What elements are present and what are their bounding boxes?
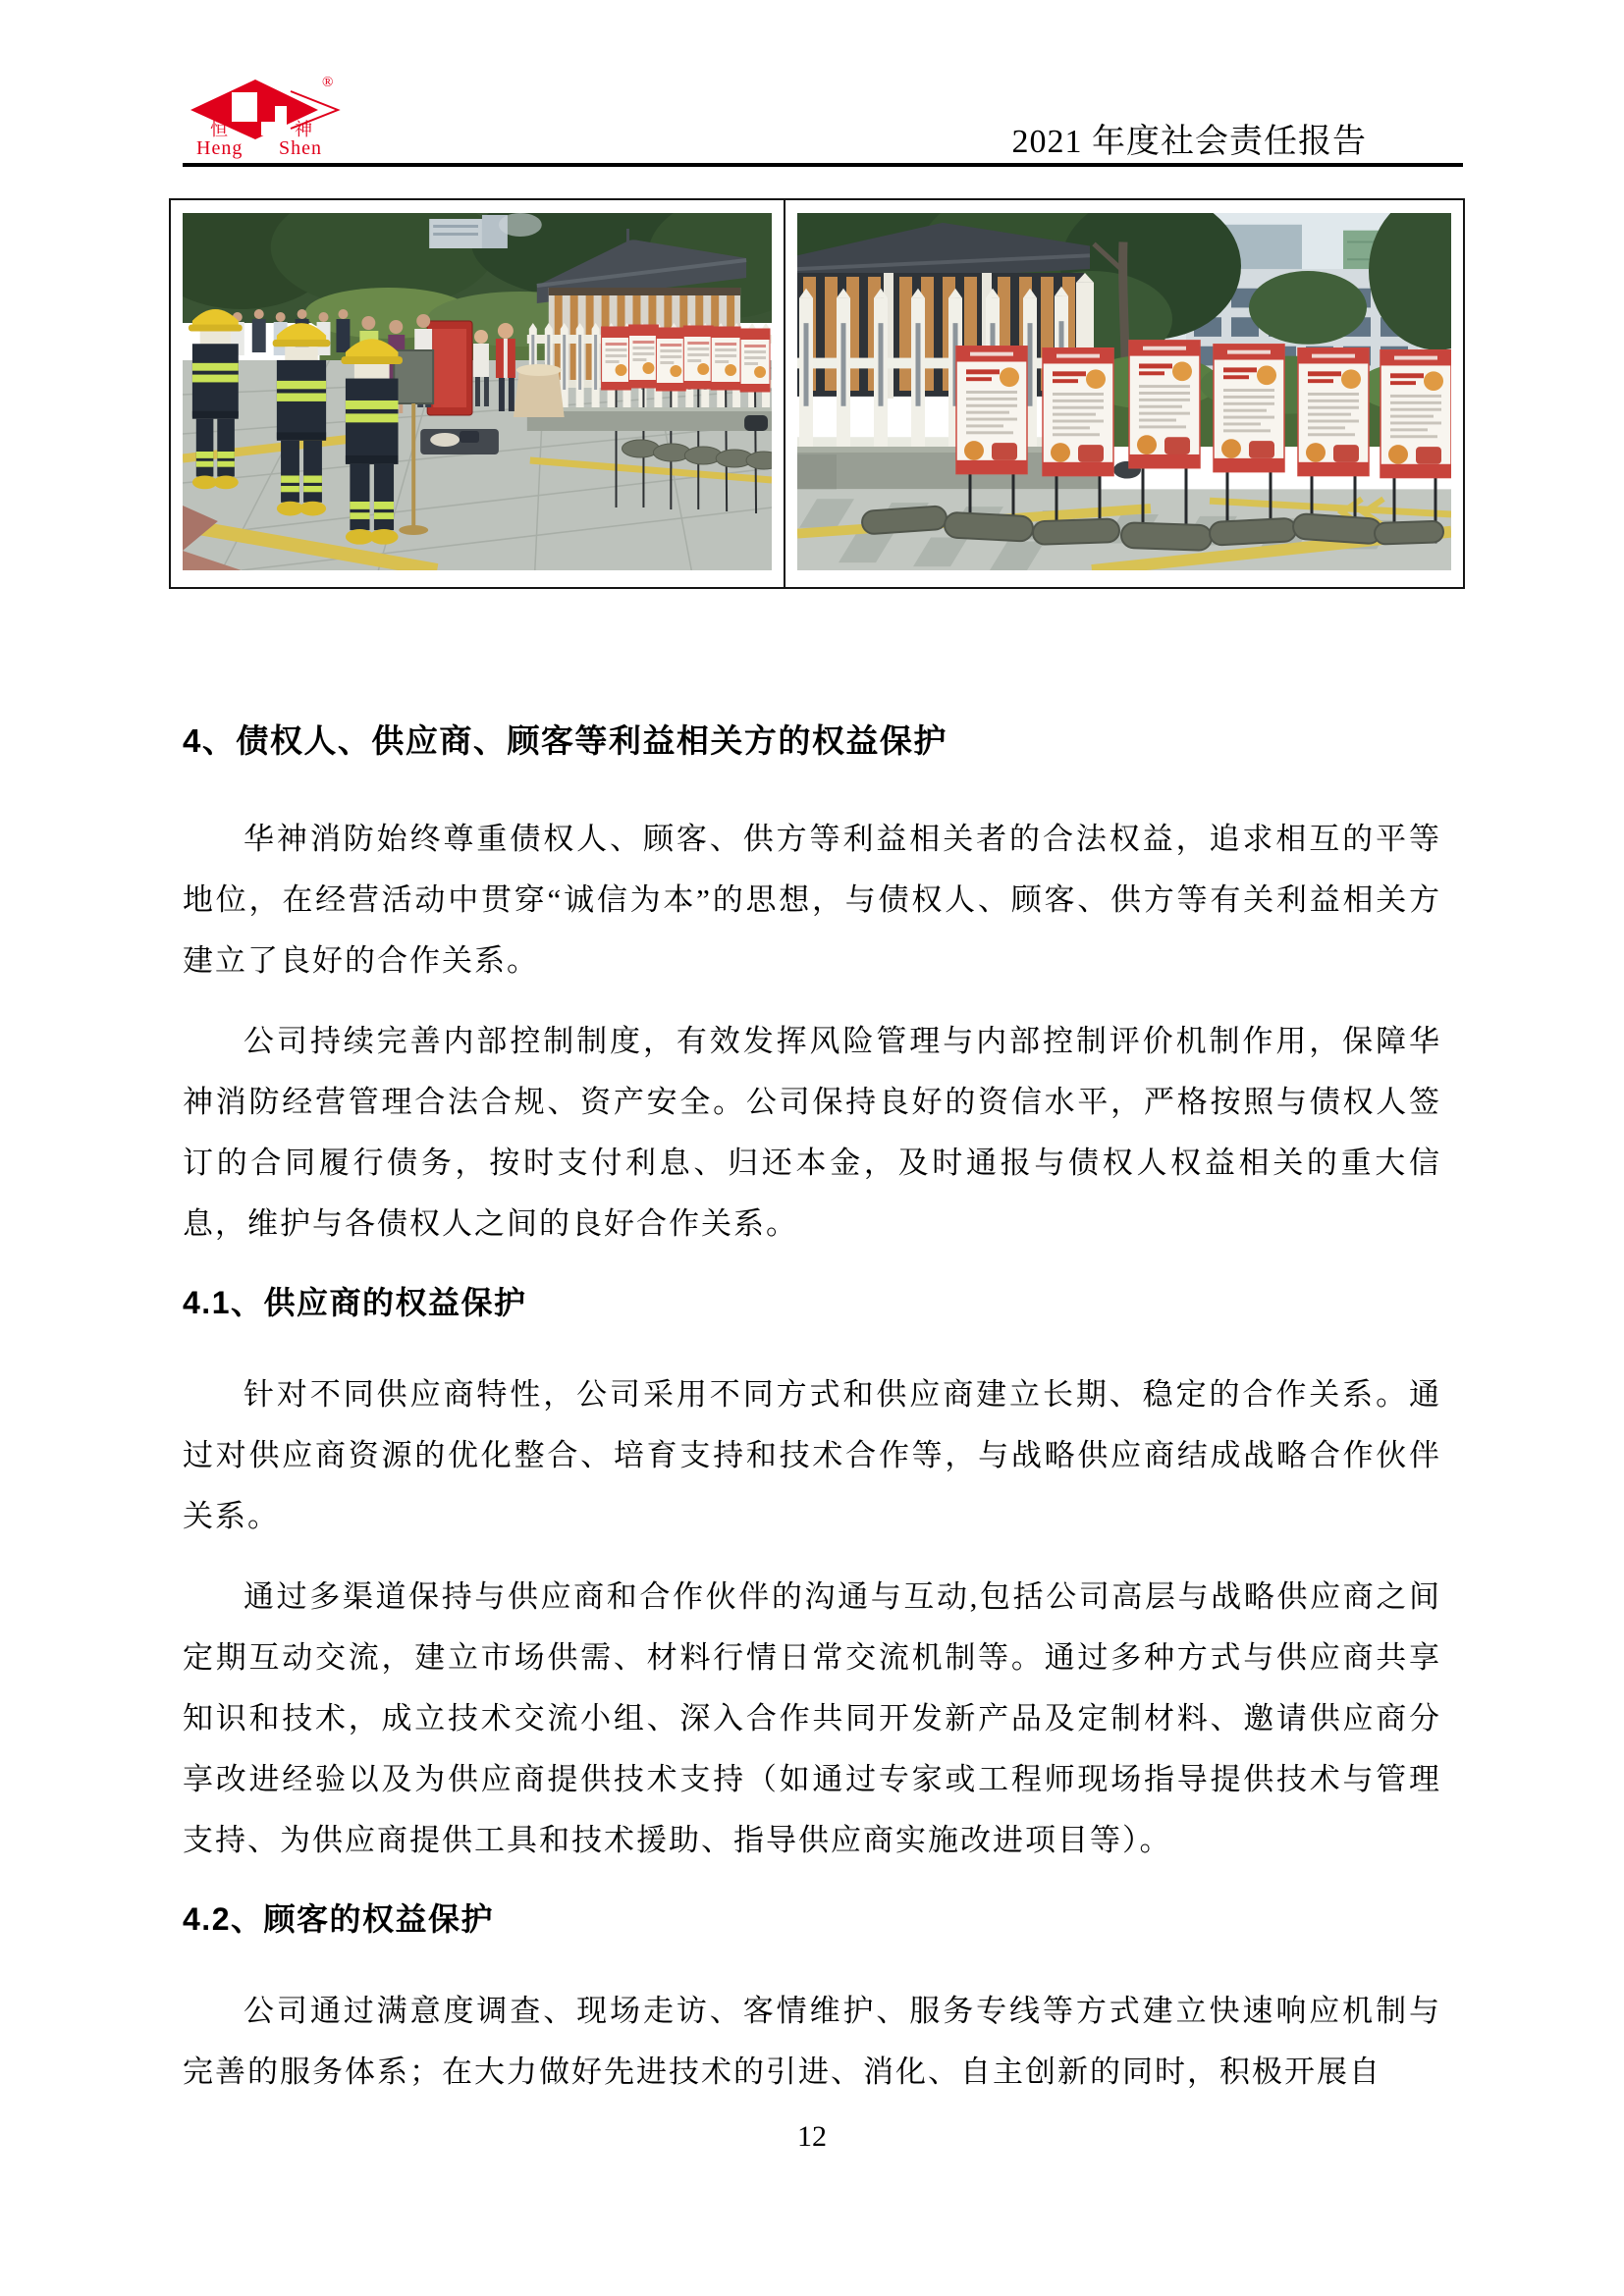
report-title: 2021 年度社会责任报告 (1011, 124, 1367, 160)
section-2-paragraph-1: 针对不同供应商特性，公司采用不同方式和供应商建立长期、稳定的合作关系。通过对供应商资源的优化整合、培育支持和技术合作等，与战略供应商结成战略合作伙伴关系。 (183, 1377, 1441, 1533)
logo-en-left: Heng (196, 137, 244, 159)
header-rule (183, 163, 1463, 167)
logo-en-right: Shen (279, 137, 322, 159)
content (183, 589, 1441, 2122)
section-3-paragraph-1: 公司通过满意度调查、现场走访、客情维护、服务专线等方式建立快速响应机制与完善的服务体系；在大力做好先进技术的引进、消化、自主创新的同时，积极开展自 (183, 1994, 1441, 2089)
section-2-heading: 4.1、供应商的权益保护 (183, 1285, 527, 1320)
logo-cn-right: 神 (295, 120, 312, 139)
logo-cn-left: 恒 (210, 120, 228, 139)
photo-cell-left (171, 200, 785, 587)
section-1-heading: 4、债权人、供应商、顾客等利益相关方的权益保护 (183, 722, 947, 759)
section-2-paragraph-2: 通过多渠道保持与供应商和合作伙伴的沟通与互动,包括公司高层与战略供应商之间定期互动交流，建立市场供需、材料行情日常交流机制等。通过多种方式与供应商共享知识和技术，成立技术交流小组、深入合作共同开发新产品及定制材料、邀请供应商分享改进经验以及为供应商提供技术支持（如通过专家或工程师现场指导提供技术与管理支持、为供应商提供工具和技术援助、指导供应商实施改进项目等）。 (183, 1579, 1441, 1857)
section-3-heading: 4.2、顾客的权益保护 (183, 1901, 494, 1937)
photo-cell-right (785, 200, 1463, 587)
section-1-paragraph-1: 华神消防始终尊重债权人、顾客、供方等利益相关者的合法权益，追求相互的平等地位，在经营活动中贯穿“诚信为本”的思想，与债权人、顾客、供方等有关利益相关方建立了良好的合作关系。 (183, 822, 1441, 978)
poster-display-photo (797, 213, 1451, 570)
photo-table (169, 198, 1465, 589)
company-logo (189, 77, 385, 167)
page-number: 12 (797, 2120, 827, 2153)
fire-drill-photo (183, 213, 772, 570)
logo-reg-mark: ® (322, 75, 334, 90)
section-1-paragraph-2: 公司持续完善内部控制制度，有效发挥风险管理与内部控制评价机制作用，保障华神消防经营管理合法合规、资产安全。公司保持良好的资信水平，严格按照与债权人签订的合同履行债务，按时支付利息、归还本金，及时通报与债权人权益相关的重大信息，维护与各债权人之间的良好合作关系。 (183, 1024, 1441, 1241)
